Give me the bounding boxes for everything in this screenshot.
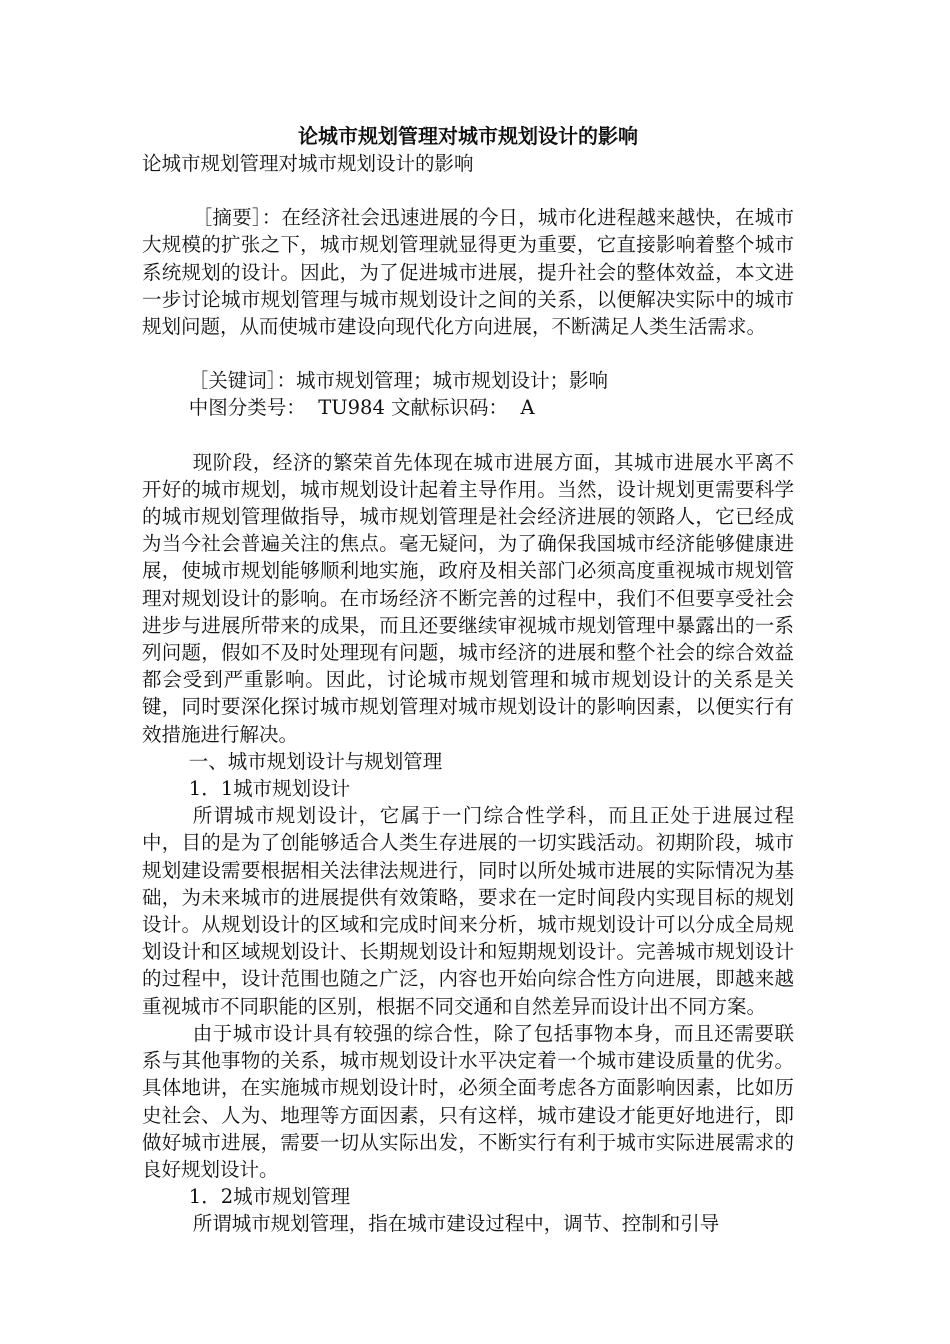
document-body <box>142 122 794 1238</box>
subsection-heading: 1．2城市规划管理 <box>188 1185 351 1209</box>
body-paragraph: 所谓城市规划管理，指在城市建设过程中，调节、控制和引导 <box>192 1212 720 1236</box>
body-paragraph: 所谓城市规划设计，它属于一门综合性学科，而且正处于进展过程中，目的是为了创能够适合人类生存进展的一切实践活动。初期阶段，城市规划建设需要根据相关法律法规进行，同时以所处城市进展的实际情况为基础，为未来城市的进展提供有效策略，要求在一定时间段内实现目标的规划设计。从规划设计的区域和完成时间来分析，城市规划设计可以分成全局规划设计和区域规划设计、长期规划设计和短期规划设计。完善城市规划设计的过程中，设计范围也随之广泛，内容也开始向综合性方向进展，即越来越重视城市不同职能的区别，根据不同交通和自然差异而设计出不同方案。 <box>142 804 794 1018</box>
spacer <box>142 422 794 449</box>
classification-line: 中图分类号： TU984 文献标识码： A <box>188 396 535 420</box>
document-title: 论城市规划管理对城市规划设计的影响 <box>298 124 638 148</box>
document-subtitle: 论城市规划管理对城市规划设计的影响 <box>142 152 474 175</box>
keywords-line: ［关键词］：城市规划管理；城市规划设计；影响 <box>188 369 609 393</box>
intro-paragraph: 现阶段，经济的繁荣首先体现在城市进展方面，其城市进展水平离不开好的城市规划，城市规划设计起着主导作用。当然，设计规划更需要科学的城市规划管理做指导，城市规划管理是社会经济进展的领路人，它已经成为当今社会普遍关注的焦点。毫无疑问，为了确保我国城市经济能够健康进展，使城市规划能够顺利地实施，政府及相关部门必须高度重视城市规划管理对规划设计的影响。在市场经济不断完善的过程中，我们不但要享受社会进步与进展所带来的成果，而且还要继续审视城市规划管理中暴露出的一系列问题，假如不及时处理现有问题，城市经济的进展和整个社会的综合效益都会受到严重影响。因此，讨论城市规划管理和城市规划设计的关系是关键，同时要深化探讨城市规划管理对城市规划设计的影响因素，以便实行有效措施进行解决。 <box>142 450 794 746</box>
body-paragraph: 由于城市设计具有较强的综合性，除了包括事物本身，而且还需要联系与其他事物的关系，城市规划设计水平决定着一个城市建设质量的优劣。具体地讲，在实施城市规划设计时，必须全面考虑各方面影响因素，比如历史社会、人为、地理等方面因素，只有这样，城市建设才能更好地进行，即做好城市进展，需要一切从实际出发，不断实行有利于城市实际进展需求的良好规划设计。 <box>142 1021 794 1181</box>
spacer <box>142 340 794 367</box>
subsection-heading: 1．1城市规划设计 <box>188 777 351 801</box>
abstract-paragraph: ［摘要］：在经济社会迅速进展的今日，城市化进程越来越快，在城市大规模的扩张之下，城市规划管理就显得更为重要，它直接影响着整个城市系统规划的设计。因此，为了促进城市进展，提升社会的整体效益，本文进一步讨论城市规划管理与城市规划设计之间的关系，以便解决实际中的城市规划问题，从而使城市建设向现代化方向进展，不断满足人类生活需求。 <box>142 206 794 339</box>
spacer <box>142 177 794 204</box>
section-heading: 一、城市规划设计与规划管理 <box>188 749 443 773</box>
